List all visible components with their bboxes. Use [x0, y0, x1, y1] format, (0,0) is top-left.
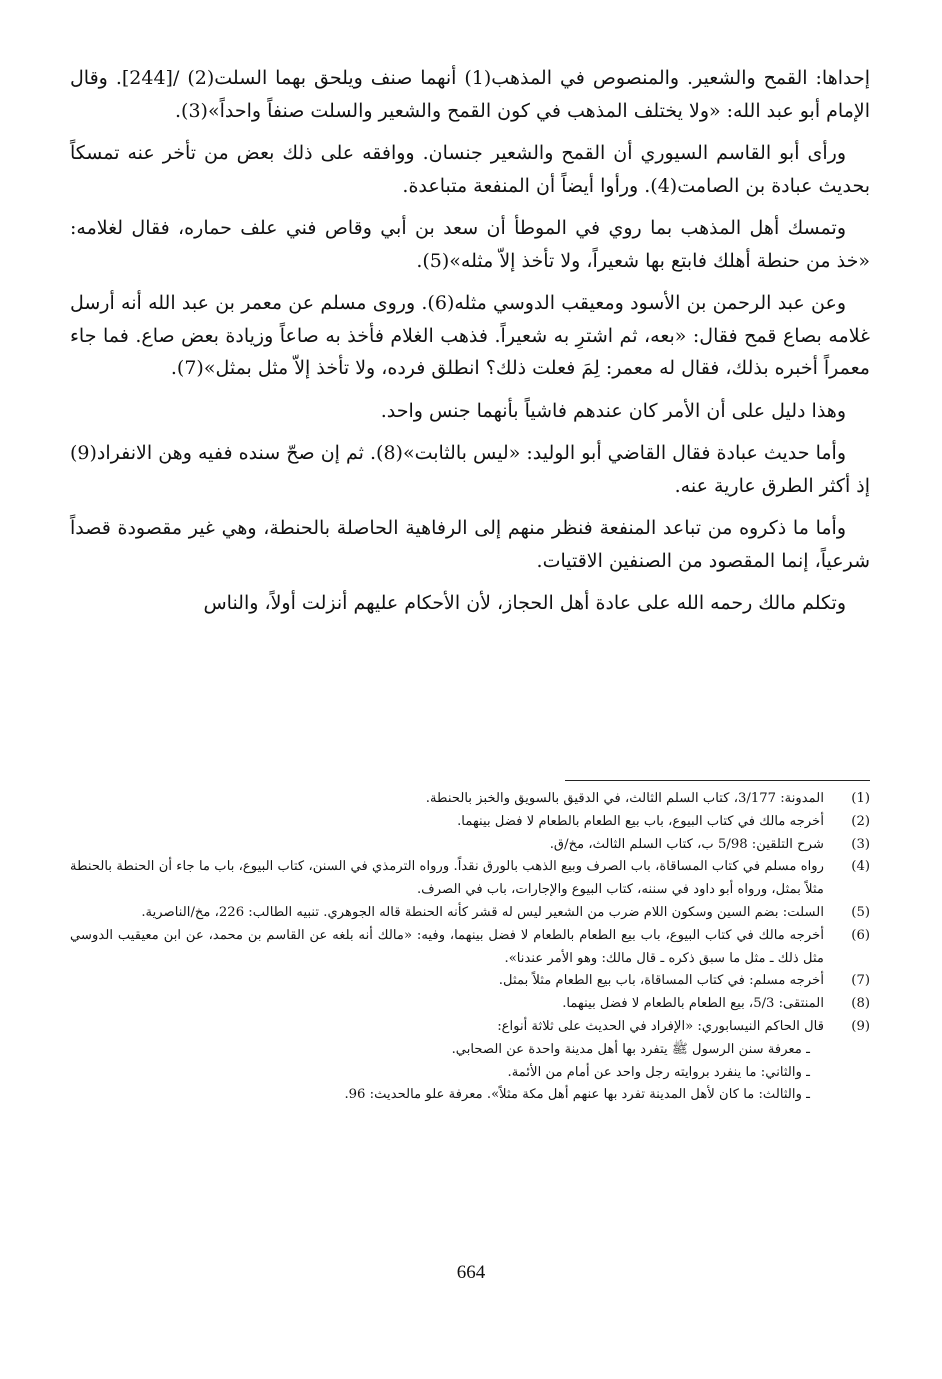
footnote-text: قال الحاكم النيسابوري: «الإفراد في الحديث على ثلاثة أنواع:: [497, 1018, 824, 1034]
footnote: [70, 902, 870, 925]
footnote: [70, 925, 870, 971]
footnote-number: (9): [851, 1018, 870, 1034]
footnote-text: المنتقى: 5/3، بيع الطعام بالطعام لا فضل بينهما.: [562, 996, 824, 1012]
footnote-number: (5): [851, 904, 870, 920]
footnote-number: (4): [851, 859, 870, 875]
page-number: 664: [456, 1262, 486, 1283]
footnote-divider: [565, 780, 870, 781]
footnote-number: (1): [851, 791, 870, 806]
footnote-text: أخرجه مسلم: في كتاب المساقاة، باب بيع الطعام مثلاً بمثل.: [498, 973, 824, 989]
paragraph: وتمسك أهل المذهب بما روي في الموطأ أن سعد بن أبي وقاص فني علف حماره، فقال لغلامه: «خذ من حنطة أهلك فابتع بها شعيراً، ولا تأخذ إلاّ مثله»(5).: [70, 217, 870, 272]
paragraph: إحداها: القمح والشعير. والمنصوص في المذهب(1) أنهما صنف ويلحق بهما السلت(2) /[244]. وقال الإمام أبو عبد الله: «ولا يختلف المذهب في كون القمح والشعير والسلت صنفاً واحداً»(3).: [70, 67, 871, 122]
footnote-number: (3): [851, 836, 870, 852]
footnote: [70, 788, 870, 811]
paragraph: وهذا دليل على أن الأمر كان عندهم فاشياً بأنهما جنس واحد.: [380, 399, 846, 422]
main-text: [70, 62, 870, 630]
footnote-number: (6): [851, 927, 870, 943]
footnote-text: السلت: بضم السين وسكون اللام ضرب من الشعير ليس له قشر كأنه الحنطة قاله الجوهري. تنبيه الطالب: 226، مخ/الناصرية.: [141, 904, 824, 920]
footnote-subitem: ـ والثالث: ما كان لأهل المدينة تفرد بها عنهم أهل مكة مثلاً». معرفة علو مالحديث: 96.: [344, 1087, 810, 1103]
footnote-subitem: ـ والثاني: ما ينفرد بروايته رجل واحد عن أمام من الأئمة.: [507, 1064, 810, 1080]
footnote-text: شرح التلقين: 5/98 ب، كتاب السلم الثالث، مخ/ق.: [549, 836, 824, 852]
footnote-number: (7): [851, 973, 870, 989]
paragraph: وأما ما ذكروه من تباعد المنفعة فنظر منهم إلى الرفاهية الحاصلة بالحنطة، وهي غير مقصودة قصداً شرعياً، إنما المقصود من الصنفين الاقتيات.: [70, 517, 870, 572]
footnote-text: أخرجه مالك في كتاب البيوع، باب بيع الطعام بالطعام لا فضل بينهما.: [457, 813, 824, 829]
paragraph: وعن عبد الرحمن بن الأسود ومعيقب الدوسي مثله(6). وروى مسلم عن معمر بن عبد الله أنه أرسل غلامه بصاع قمح فقال: «بعه، ثم اشترِ به شعيراً. فذهب الغلام فأخذ به صاعاً وزيادة بعض صاع. فما جاء معمراً أخبره بذلك، فقال له معمر: لِمَ فعلت ذلك؟ انطلق فرده، ولا تأخذ إلاّ مثل بمثل»(7).: [70, 292, 870, 379]
footnote: [70, 970, 870, 993]
footnote: [70, 993, 870, 1016]
paragraph: وتكلم مالك رحمه الله على عادة أهل الحجاز، لأن الأحكام عليهم أنزلت أولاً، والناس: [203, 592, 846, 614]
footnote: [70, 834, 870, 857]
footnote-number: (8): [851, 996, 870, 1012]
footnote: [70, 856, 870, 902]
footnote-text: رواه مسلم في كتاب المساقاة، باب الصرف وبيع الذهب بالورق نقداً. ورواه الترمذي في السنن، كتاب البيوع، باب ما جاء أن الحنطة بالحنطة مثلاً بمثل، ورواه أبو داود في سننه، كتاب البيوع والإجارات، باب في الصرف.: [70, 859, 824, 898]
footnote-subitem: ـ معرفة سنن الرسول ﷺ يتفرد بها أهل مدينة واحدة عن الصحابي.: [451, 1041, 810, 1057]
footnote: [70, 811, 870, 834]
footnote-number: (2): [851, 813, 870, 829]
paragraph: ورأى أبو القاسم السيوري أن القمح والشعير جنسان. ووافقه على ذلك بعض من تأخر عنه تمسكاً بحديث عبادة بن الصامت(4). ورأوا أيضاً أن المنفعة متباعدة.: [70, 142, 870, 197]
footnote-text: أخرجه مالك في كتاب البيوع، باب بيع الطعام بالطعام لا فضل بينهما، وفيه: «مالك أنه بلغه عن القاسم بن محمد، عن ابن معيقيب الدوسي مثل ذلك ـ مثل ما سبق ذكره ـ قال مالك: وهو الأمر عندنا».: [70, 927, 824, 966]
footnote: [70, 1016, 870, 1039]
footnotes: [70, 788, 870, 1107]
paragraph: وأما حديث عبادة فقال القاضي أبو الوليد: «ليس بالثابت»(8). ثم إن صحّ سنده ففيه وهن الانفراد(9) إذ أكثر الطرق عارية عنه.: [70, 442, 870, 497]
footnote-text: المدونة: 3/177، كتاب السلم الثالث، في الدقيق بالسويق والخبز بالحنطة.: [425, 791, 824, 806]
